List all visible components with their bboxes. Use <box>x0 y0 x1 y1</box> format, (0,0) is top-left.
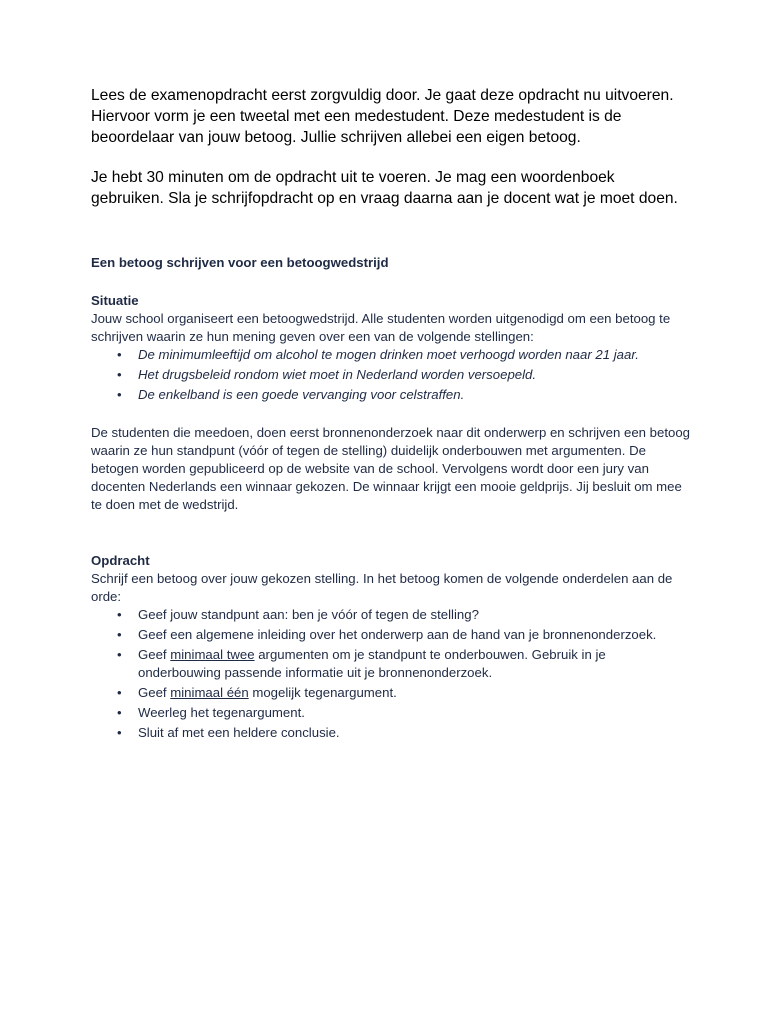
item-text-part: Sluit af met een heldere conclusie. <box>138 724 340 740</box>
stelling-text: De enkelband is een goede vervanging voor celstraffen. <box>138 386 465 402</box>
list-item <box>91 626 691 644</box>
opdracht-section <box>91 552 691 742</box>
item-text <box>138 685 397 700</box>
bullet-icon: • <box>117 606 122 622</box>
situatie-section <box>91 292 691 514</box>
opdracht-text: Schrijf een betoog over jouw gekozen stelling. In het betoog komen de volgende onderdelen aan de orde: <box>91 570 673 604</box>
stelling-text: De minimumleeftijd om alcohol te mogen drinken moet verhoogd worden naar 21 jaar. <box>138 346 639 362</box>
item-text-part: Geef <box>138 646 171 662</box>
item-text <box>138 647 606 680</box>
stelling-text: Het drugsbeleid rondom wiet moet in Nederland worden versoepeld. <box>138 366 537 382</box>
document-page <box>91 86 691 744</box>
stellingen-list <box>91 346 691 404</box>
list-item <box>91 724 691 742</box>
opdracht-heading: Opdracht <box>91 552 150 568</box>
bullet-icon: • <box>117 684 122 700</box>
list-item <box>91 346 691 364</box>
item-text <box>138 705 305 720</box>
list-item <box>91 366 691 384</box>
bullet-icon: • <box>117 724 122 740</box>
intro-paragraph-1: Lees de examenopdracht eerst zorgvuldig door. Je gaat deze opdracht nu uitvoeren. Hiervoor vorm je een tweetal met een medestudent. Deze medestudent is de beoordelaar van jouw betoog. Jullie schrijven allebei een eigen betoog. <box>91 87 674 146</box>
situatie-paragraph: De studenten die meedoen, doen eerst bronnenonderzoek naar dit onderwerp en schrijven een betoog waarin ze hun standpunt (vóór of tegen de stelling) duidelijk onderbouwen met argumenten. De betogen worden gepubliceerd op de website van de school. Vervolgens wordt door een jury van docenten Nederlands een winnaar gekozen. De winnaar krijgt een mooie geldprijs. Jij besluit om mee te doen met de wedstrijd. <box>91 424 690 512</box>
onderdelen-list <box>91 606 691 742</box>
bullet-icon: • <box>117 626 122 642</box>
list-item <box>91 704 691 722</box>
list-item <box>91 606 691 624</box>
bullet-icon: • <box>117 366 122 382</box>
underlined-text: minimaal twee <box>170 646 255 662</box>
intro-paragraph-2: Je hebt 30 minuten om de opdracht uit te voeren. Je mag een woordenboek gebruiken. Sla je schrijfopdracht op en vraag daarna aan je docent wat je moet doen. <box>91 169 678 208</box>
item-text-part: Geef een algemene inleiding over het onderwerp aan de hand van je bronnenonderzoek. <box>138 626 657 642</box>
underlined-text: minimaal één <box>170 684 249 700</box>
item-text-part: mogelijk tegenargument. <box>248 684 397 700</box>
situatie-text: Jouw school organiseert een betoogwedstrijd. Alle studenten worden uitgenodigd om een betoog te schrijven waarin ze hun mening geven over een van de volgende stellingen: <box>91 310 671 344</box>
item-text-part: Geef jouw standpunt aan: ben je vóór of tegen de stelling? <box>138 606 479 622</box>
list-item <box>91 386 691 404</box>
document-title: Een betoog schrijven voor een betoogwedstrijd <box>91 254 389 270</box>
list-item <box>91 646 691 682</box>
item-text <box>138 627 656 642</box>
bullet-icon: • <box>117 704 122 720</box>
bullet-icon: • <box>117 346 122 362</box>
bullet-icon: • <box>117 386 122 402</box>
list-item <box>91 684 691 702</box>
item-text <box>138 607 479 622</box>
item-text-part: argumenten om je standpunt te onderbouwen. Gebruik in je onderbouwing passende informatie uit je bronnenonderzoek. <box>138 646 606 680</box>
item-text <box>138 725 340 740</box>
situatie-heading: Situatie <box>91 292 139 308</box>
item-text-part: Geef <box>138 684 171 700</box>
item-text-part: Weerleg het tegenargument. <box>138 704 305 720</box>
bullet-icon: • <box>117 646 122 662</box>
